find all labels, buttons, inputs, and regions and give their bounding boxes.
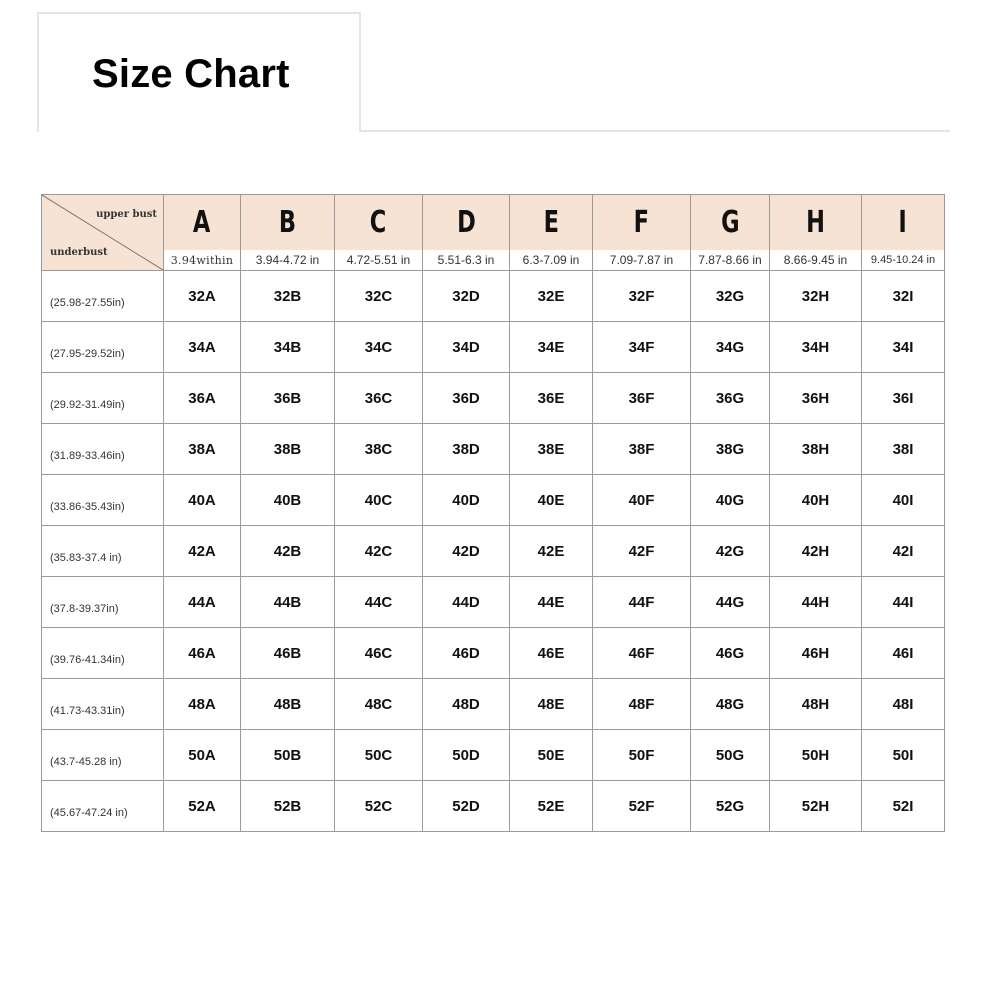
size-cell: 44H <box>770 577 862 628</box>
size-cell: 36D <box>423 373 510 424</box>
size-cell: 36I <box>862 373 945 424</box>
size-cell: 42C <box>335 526 423 577</box>
size-cell: 34A <box>164 322 241 373</box>
size-cell: 32I <box>862 271 945 322</box>
cup-letter-cell: F <box>593 195 691 251</box>
page-title: Size Chart <box>92 52 290 96</box>
size-cell: 42B <box>241 526 335 577</box>
size-rows <box>42 271 945 832</box>
size-cell: 50G <box>691 730 770 781</box>
size-cell: 48E <box>510 679 593 730</box>
size-cell: 42E <box>510 526 593 577</box>
size-cell: 50H <box>770 730 862 781</box>
size-cell: 38D <box>423 424 510 475</box>
size-cell: 32F <box>593 271 691 322</box>
cup-range-cell: 7.87-8.66 in <box>691 250 770 271</box>
size-cell: 44I <box>862 577 945 628</box>
size-cell: 36H <box>770 373 862 424</box>
size-cell: 38C <box>335 424 423 475</box>
size-cell: 46D <box>423 628 510 679</box>
size-cell: 40C <box>335 475 423 526</box>
size-cell: 52B <box>241 781 335 832</box>
size-cell: 38A <box>164 424 241 475</box>
size-cell: 40H <box>770 475 862 526</box>
cup-letter-cell: I <box>862 195 945 251</box>
size-cell: 40I <box>862 475 945 526</box>
underbust-range-cell: (37.8-39.37in) <box>42 577 164 628</box>
size-cell: 32E <box>510 271 593 322</box>
underbust-range-cell: (33.86-35.43in) <box>42 475 164 526</box>
size-cell: 52H <box>770 781 862 832</box>
size-cell: 46I <box>862 628 945 679</box>
size-cell: 50D <box>423 730 510 781</box>
size-cell: 38I <box>862 424 945 475</box>
size-row <box>42 373 945 424</box>
size-cell: 48C <box>335 679 423 730</box>
size-cell: 40G <box>691 475 770 526</box>
size-cell: 52A <box>164 781 241 832</box>
size-cell: 46B <box>241 628 335 679</box>
size-cell: 32A <box>164 271 241 322</box>
size-cell: 40A <box>164 475 241 526</box>
size-row <box>42 679 945 730</box>
size-cell: 52E <box>510 781 593 832</box>
tab-divider <box>359 130 950 132</box>
size-cell: 52F <box>593 781 691 832</box>
size-cell: 48D <box>423 679 510 730</box>
size-row <box>42 271 945 322</box>
cup-range-cell: 4.72-5.51 in <box>335 250 423 271</box>
size-cell: 40F <box>593 475 691 526</box>
cup-letter-cell: C <box>335 195 423 251</box>
size-cell: 36A <box>164 373 241 424</box>
size-cell: 34G <box>691 322 770 373</box>
size-row <box>42 322 945 373</box>
size-cell: 36C <box>335 373 423 424</box>
cup-letter-cell: G <box>691 195 770 251</box>
underbust-range-cell: (27.95-29.52in) <box>42 322 164 373</box>
size-cell: 38B <box>241 424 335 475</box>
size-cell: 34C <box>335 322 423 373</box>
size-cell: 52D <box>423 781 510 832</box>
size-cell: 48G <box>691 679 770 730</box>
size-cell: 48A <box>164 679 241 730</box>
size-cell: 42F <box>593 526 691 577</box>
size-cell: 42D <box>423 526 510 577</box>
size-cell: 38F <box>593 424 691 475</box>
size-cell: 48I <box>862 679 945 730</box>
size-row <box>42 781 945 832</box>
size-cell: 40B <box>241 475 335 526</box>
size-cell: 50B <box>241 730 335 781</box>
cup-range-cell: 3.94within <box>164 250 241 271</box>
size-cell: 44C <box>335 577 423 628</box>
cup-letter-cell: D <box>423 195 510 251</box>
size-cell: 52C <box>335 781 423 832</box>
upper-bust-label: upper bust <box>96 209 157 220</box>
cup-range-cell: 9.45-10.24 in <box>862 250 945 271</box>
cup-letter-cell: H <box>770 195 862 251</box>
underbust-range-cell: (29.92-31.49in) <box>42 373 164 424</box>
size-cell: 48B <box>241 679 335 730</box>
size-cell: 32H <box>770 271 862 322</box>
cup-range-row <box>42 250 945 271</box>
cup-letter-cell: A <box>164 195 241 251</box>
size-chart-table <box>41 194 945 832</box>
size-cell: 36B <box>241 373 335 424</box>
size-cell: 38E <box>510 424 593 475</box>
size-cell: 46F <box>593 628 691 679</box>
size-cell: 34I <box>862 322 945 373</box>
size-cell: 42A <box>164 526 241 577</box>
size-cell: 50C <box>335 730 423 781</box>
size-row <box>42 424 945 475</box>
size-cell: 38G <box>691 424 770 475</box>
size-cell: 34E <box>510 322 593 373</box>
size-cell: 44A <box>164 577 241 628</box>
size-cell: 42I <box>862 526 945 577</box>
underbust-label: underbust <box>50 247 108 258</box>
size-cell: 36F <box>593 373 691 424</box>
size-cell: 34B <box>241 322 335 373</box>
size-cell: 40E <box>510 475 593 526</box>
cup-range-cell: 7.09-7.87 in <box>593 250 691 271</box>
size-cell: 50I <box>862 730 945 781</box>
size-cell: 50E <box>510 730 593 781</box>
size-row <box>42 577 945 628</box>
underbust-range-cell: (31.89-33.46in) <box>42 424 164 475</box>
size-cell: 36E <box>510 373 593 424</box>
size-cell: 46G <box>691 628 770 679</box>
size-row <box>42 526 945 577</box>
cup-range-cell: 6.3-7.09 in <box>510 250 593 271</box>
underbust-range-cell: (43.7-45.28 in) <box>42 730 164 781</box>
size-cell: 34H <box>770 322 862 373</box>
size-cell: 50F <box>593 730 691 781</box>
corner-header-cell <box>42 195 164 271</box>
size-row <box>42 475 945 526</box>
cup-range-cell: 8.66-9.45 in <box>770 250 862 271</box>
underbust-range-cell: (45.67-47.24 in) <box>42 781 164 832</box>
underbust-range-cell: (35.83-37.4 in) <box>42 526 164 577</box>
cup-range-cell: 5.51-6.3 in <box>423 250 510 271</box>
size-cell: 40D <box>423 475 510 526</box>
cup-letter-cell: E <box>510 195 593 251</box>
size-cell: 32C <box>335 271 423 322</box>
size-row <box>42 730 945 781</box>
cup-range-cell: 3.94-4.72 in <box>241 250 335 271</box>
underbust-range-cell: (39.76-41.34in) <box>42 628 164 679</box>
size-cell: 36G <box>691 373 770 424</box>
cup-letter-cell: B <box>241 195 335 251</box>
size-cell: 44E <box>510 577 593 628</box>
size-cell: 42H <box>770 526 862 577</box>
size-row <box>42 628 945 679</box>
size-cell: 44B <box>241 577 335 628</box>
size-cell: 50A <box>164 730 241 781</box>
underbust-range-cell: (25.98-27.55in) <box>42 271 164 322</box>
size-cell: 44F <box>593 577 691 628</box>
cup-letter-row <box>42 195 945 251</box>
size-cell: 44G <box>691 577 770 628</box>
size-cell: 52I <box>862 781 945 832</box>
size-cell: 32D <box>423 271 510 322</box>
size-cell: 44D <box>423 577 510 628</box>
size-cell: 46C <box>335 628 423 679</box>
size-cell: 32B <box>241 271 335 322</box>
diagonal-line <box>42 195 163 270</box>
size-cell: 34D <box>423 322 510 373</box>
size-cell: 46A <box>164 628 241 679</box>
size-cell: 32G <box>691 271 770 322</box>
underbust-range-cell: (41.73-43.31in) <box>42 679 164 730</box>
size-cell: 42G <box>691 526 770 577</box>
size-cell: 52G <box>691 781 770 832</box>
size-cell: 46E <box>510 628 593 679</box>
size-cell: 38H <box>770 424 862 475</box>
size-cell: 48H <box>770 679 862 730</box>
size-cell: 46H <box>770 628 862 679</box>
size-cell: 34F <box>593 322 691 373</box>
size-cell: 48F <box>593 679 691 730</box>
